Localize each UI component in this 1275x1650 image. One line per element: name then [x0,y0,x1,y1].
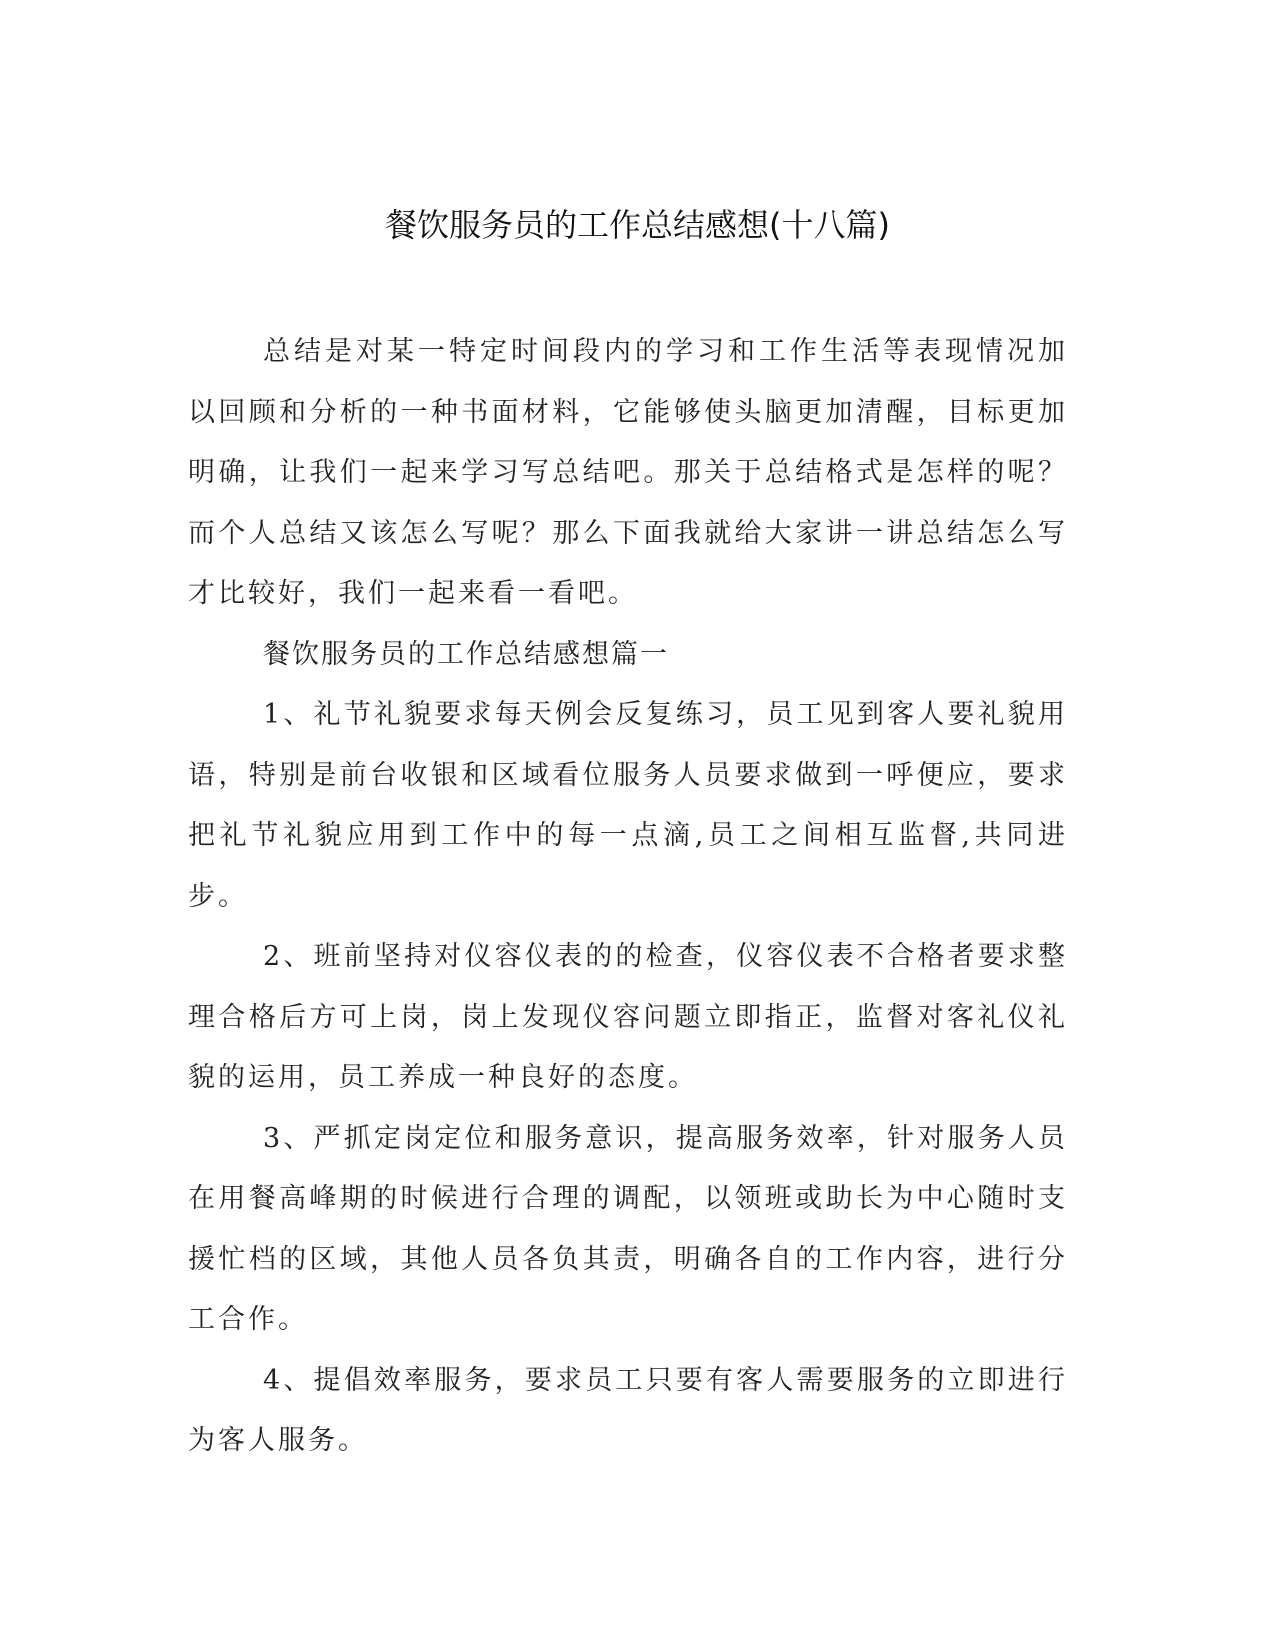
list-item: 4、提倡效率服务，要求员工只要有客人需要服务的立即进行为客人服务。 [188,1364,1068,1456]
intro-paragraph: 总结是对某一特定时间段内的学习和工作生活等表现情况加以回顾和分析的一种书面材料，它能够使头脑更加清醒，目标更加明确，让我们一起来学习写总结吧。那关于总结格式是怎样的呢？而个人总结又该怎么写呢？那么下面我就给大家讲一讲总结怎么写才比较好，我们一起来看一看吧。 [188,336,1068,609]
section-heading: 餐饮服务员的工作总结感想篇一 [263,638,669,670]
list-item: 1、礼节礼貌要求每天例会反复练习，员工见到客人要礼貌用语，特别是前台收银和区域看位服务人员要求做到一呼便应，要求把礼节礼貌应用到工作中的每一点滴,员工之间相互监督,共同进步。 [188,699,1068,912]
list-item: 2、班前坚持对仪容仪表的的检查，仪容仪表不合格者要求整理合格后方可上岗，岗上发现仪容问题立即指正，监督对客礼仪礼貌的运用，员工养成一种良好的态度。 [188,941,1068,1093]
list-item: 3、严抓定岗定位和服务意识，提高服务效率，针对服务人员在用餐高峰期的时候进行合理的调配，以领班或助长为中心随时支援忙档的区域，其他人员各负其责，明确各自的工作内容，进行分工合作。 [188,1122,1068,1335]
document-body [188,322,1068,1472]
document-title: 餐饮服务员的工作总结感想(十八篇) [385,206,890,244]
